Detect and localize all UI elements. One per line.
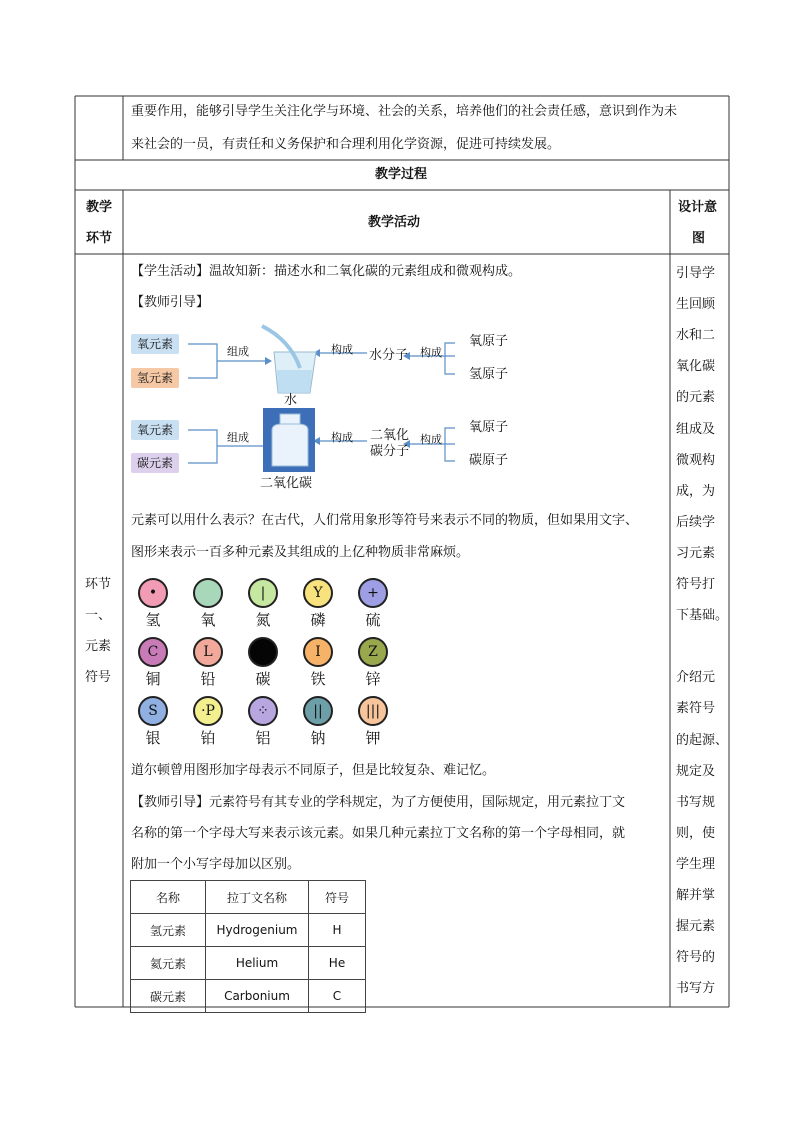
dalton-symbol-label: 氢 xyxy=(145,611,161,629)
compose-label-2: 组成 xyxy=(227,431,249,444)
table-header-latin: 拉丁文名称 xyxy=(206,881,309,914)
dalton-symbol-label: 铅 xyxy=(200,670,216,688)
dalton-symbol-label: 钠 xyxy=(310,729,326,747)
design-intent-line: 握元素 xyxy=(676,919,716,935)
co2-molecule-label-1: 二氧化 xyxy=(370,428,410,443)
design-intent-line: 后续学 xyxy=(676,514,716,530)
dalton-symbol-label: 铝 xyxy=(255,729,271,747)
design-intent-line: 下基础。 xyxy=(676,608,729,624)
design-intent-line: 书写方 xyxy=(676,981,716,997)
teacher-guide-line-2: 名称的第一个字母大写来表示该元素。如果几种元素拉丁文名称的第一个字母相同，就 xyxy=(131,826,626,841)
design-intent-line: 符号打 xyxy=(676,577,716,592)
oxygen-atom-label-2: 氧原子 xyxy=(469,420,509,435)
design-intent-line: 成，为 xyxy=(676,483,716,499)
stage-label-line-2: 一、 xyxy=(85,608,112,623)
design-intent-line: 符号的 xyxy=(676,950,716,966)
design-intent-line: 微观构 xyxy=(676,452,716,468)
letter-c-circle-icon: C xyxy=(138,637,168,667)
table-cell: Helium xyxy=(206,947,309,980)
letter-s-circle-icon: S xyxy=(138,696,168,726)
dalton-symbol-label: 氮 xyxy=(255,611,271,629)
stage-label-line-1: 环节 xyxy=(85,577,112,592)
solid-black-circle-icon xyxy=(248,637,278,667)
table-header-symbol: 符号 xyxy=(309,881,366,914)
design-intent-line: 的元素 xyxy=(676,390,716,406)
dalton-symbol-label: 氧 xyxy=(200,611,216,629)
teacher-guide-line-1: 【教师引导】元素符号有其专业的学科规定，为了方便使用，国际规定，用元素拉丁文 xyxy=(131,795,626,810)
design-intent-line: 的起源、 xyxy=(676,732,729,748)
construct-label-1: 构成 xyxy=(331,343,353,356)
construct-label-2: 构成 xyxy=(420,346,442,359)
carbon-atom-label: 碳原子 xyxy=(469,453,509,468)
teacher-guide-line-3: 附加一个小写字母加以区别。 xyxy=(131,857,301,872)
table-cell: 碳元素 xyxy=(131,980,206,1013)
design-intent-line: 学生理 xyxy=(676,856,716,872)
design-intent-line: 素符号 xyxy=(676,701,716,717)
teacher-heading: 【教师引导】 xyxy=(131,295,210,310)
dalton-symbol-label: 硫 xyxy=(365,611,381,629)
table-row xyxy=(131,947,366,980)
design-intent-line: 引导学 xyxy=(676,266,716,281)
oxygen-element-box-1: 氧元素 xyxy=(131,334,179,354)
oxygen-element-box-2: 氧元素 xyxy=(131,420,179,440)
dalton-symbol-label: 碳 xyxy=(255,670,271,688)
student-activity: 【学生活动】温故知新：描述水和二氧化碳的元素组成和微观构成。 xyxy=(131,264,522,279)
compose-label-1: 组成 xyxy=(227,345,249,358)
header-stage-line-2: 环节 xyxy=(86,231,113,246)
vertical-line-circle-icon: | xyxy=(248,578,278,608)
table-cell: 氦元素 xyxy=(131,947,206,980)
double-line-circle-icon: || xyxy=(303,696,333,726)
table-header-row xyxy=(131,881,366,914)
stage-label-line-4: 符号 xyxy=(85,670,112,685)
co2-label: 二氧化碳 xyxy=(260,476,313,491)
table-cell: 氢元素 xyxy=(131,914,206,947)
intro-line-1: 重要作用，能够引导学生关注化学与环境、社会的关系，培养他们的社会责任感，意识到作为未 xyxy=(131,104,678,119)
latin-name-table xyxy=(130,880,366,1013)
table-row xyxy=(131,914,366,947)
design-intent-line: 氧化碳 xyxy=(676,359,716,375)
construct-label-3: 构成 xyxy=(331,431,353,444)
table-cell: Carbonium xyxy=(206,980,309,1013)
header-stage-line-1: 教学 xyxy=(86,200,113,215)
design-intent-line: 组成及 xyxy=(676,421,716,437)
table-row xyxy=(131,980,366,1013)
letter-l-circle-icon: L xyxy=(193,637,223,667)
plain-circle-icon xyxy=(193,578,223,608)
cross-circle-icon: + xyxy=(358,578,388,608)
table-cell: C xyxy=(309,980,366,1013)
table-header-name: 名称 xyxy=(131,881,206,914)
construct-label-4: 构成 xyxy=(420,433,442,446)
water-glass-icon xyxy=(262,326,316,393)
triple-line-circle-icon: ||| xyxy=(358,696,388,726)
three-spoke-circle-icon: Y xyxy=(303,578,333,608)
hydrogen-element-box: 氢元素 xyxy=(131,368,179,388)
oxygen-atom-label-1: 氧原子 xyxy=(469,334,509,349)
dalton-symbol-label: 钾 xyxy=(365,729,381,747)
question-line-1: 元素可以用什么表示？在古代，人们常用象形等符号来表示不同的物质，但如果用文字、 xyxy=(131,513,639,528)
letter-p-circle-icon: ·P xyxy=(193,696,223,726)
question-line-2: 图形来表示一百多种元素及其组成的上亿种物质非常麻烦。 xyxy=(131,545,470,560)
section-title: 教学过程 xyxy=(375,167,428,182)
design-intent-line: 生回顾 xyxy=(676,297,716,313)
design-intent-line: 书写规 xyxy=(676,794,716,810)
design-intent-line: 则，使 xyxy=(676,825,716,841)
header-activity: 教学活动 xyxy=(368,215,421,230)
design-intent-line: 解并掌 xyxy=(676,888,716,903)
dots-circle-icon: ⁘ xyxy=(248,696,278,726)
header-intent-line-2: 图 xyxy=(692,231,706,246)
design-intent-line: 水和二 xyxy=(676,328,716,344)
design-intent-line: 规定及 xyxy=(676,763,716,779)
hydrogen-atom-label: 氢原子 xyxy=(469,367,509,382)
dalton-symbol-label: 铁 xyxy=(310,670,326,688)
dalton-symbol-label: 锌 xyxy=(365,670,381,688)
water-label: 水 xyxy=(284,393,298,408)
design-intent-line: 介绍元 xyxy=(676,670,716,686)
reagent-bottle-icon xyxy=(263,408,315,472)
design-intent-line: 习元素 xyxy=(676,545,716,561)
co2-molecule-label-2: 碳分子 xyxy=(370,444,410,459)
table-cell: Hydrogenium xyxy=(206,914,309,947)
header-intent-line-1: 设计意 xyxy=(678,200,718,215)
dot-circle-icon: • xyxy=(138,578,168,608)
dalton-symbol-label: 铂 xyxy=(200,729,216,747)
dalton-note: 道尔顿曾用图形加字母表示不同原子，但是比较复杂、难记忆。 xyxy=(131,763,496,778)
stage-label-line-3: 元素 xyxy=(85,639,112,654)
table-cell: H xyxy=(309,914,366,947)
letter-i-circle-icon: I xyxy=(303,637,333,667)
letter-z-circle-icon: Z xyxy=(358,637,388,667)
dalton-symbol-label: 铜 xyxy=(145,670,161,688)
dalton-symbol-label: 磷 xyxy=(310,611,326,629)
table-cell: He xyxy=(309,947,366,980)
carbon-element-box: 碳元素 xyxy=(131,453,179,473)
water-molecule-label: 水分子 xyxy=(369,348,409,363)
intro-line-2: 来社会的一员，有责任和义务保护和合理利用化学资源，促进可持续发展。 xyxy=(131,137,561,152)
dalton-symbol-label: 银 xyxy=(145,729,161,747)
